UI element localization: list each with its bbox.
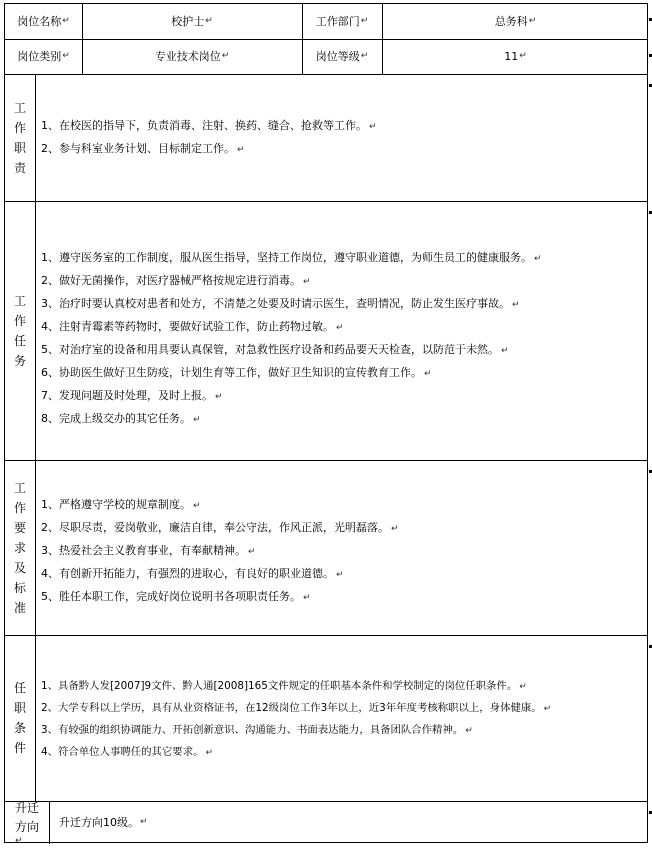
promotion-label: 升迁 方向 ↵	[14, 801, 39, 846]
row-divider	[5, 201, 647, 202]
grade-value: 11 ↵	[504, 50, 527, 63]
list-item: 3、热爱社会主义教育事业，有奉献精神。 ↵	[41, 544, 256, 557]
position-name-value: 校护士 ↵	[171, 15, 213, 28]
duties-list	[41, 115, 377, 161]
col-divider	[35, 74, 36, 801]
department-label: 工作部门 ↵	[315, 15, 369, 28]
section-label-qualifications: 任 职 条 件	[13, 681, 26, 755]
section-label-requirements: 工 作 要 求 及 标 准	[13, 480, 26, 615]
job-description-table	[4, 3, 648, 846]
list-item: 3、治疗时要认真校对患者和处方，不清楚之处要及时请示医生，查明情况，防止发生医疗事故。 ↵	[41, 297, 520, 310]
list-item: 2、大学专科以上学历，具有从业资格证书，在12级岗位工作3年以上，近3年年度考核称职以上，身体健康。 ↵	[41, 702, 552, 714]
list-item: 5、胜任本职工作，完成好岗位说明书各项职责任务。 ↵	[41, 590, 311, 603]
list-item: 6、协助医生做好卫生防疫，计划生育等工作，做好卫生知识的宣传教育工作。 ↵	[41, 366, 432, 379]
promotion-value: 升迁方向10级。 ↵	[59, 816, 148, 829]
tasks-list	[41, 247, 542, 431]
list-item: 4、注射青霉素等药物时，要做好试验工作，防止药物过敏。 ↵	[41, 320, 344, 333]
list-item: 8、完成上级交办的其它任务。 ↵	[41, 412, 201, 425]
department-value: 总务科 ↵	[494, 15, 537, 28]
list-item: 1、严格遵守学校的规章制度。 ↵	[41, 498, 201, 511]
qualifications-list	[41, 676, 551, 764]
position-name-label: 岗位名称 ↵	[17, 15, 70, 28]
category-value: 专业技术岗位 ↵	[154, 50, 230, 63]
list-item: 4、符合单位人事聘任的其它要求。 ↵	[41, 746, 214, 758]
col-divider	[49, 801, 50, 844]
row-divider	[5, 74, 647, 75]
list-item: 2、参与科室业务计划、目标制定工作。 ↵	[41, 142, 245, 155]
list-item: 5、对治疗室的设备和用具要认真保管，对急救性医疗设备和药品要天天检查，以防范于未然。 ↵	[41, 343, 509, 356]
list-item: 1、具备黔人发[2007]9文件、黔人通[2008]165文件规定的任职基本条件和学校制定的岗位任职条件。 ↵	[41, 680, 527, 692]
requirements-list	[41, 494, 399, 609]
category-label: 岗位类别 ↵	[17, 50, 70, 63]
section-label-duties: 工 作 职 责	[13, 100, 26, 175]
list-item: 2、尽职尽责，爱岗敬业，廉洁自律，奉公守法，作风正派，光明磊落。 ↵	[41, 521, 399, 534]
list-item: 1、在校医的指导下，负责消毒、注射、换药、缝合、抢救等工作。 ↵	[41, 119, 377, 132]
list-item: 3、有较强的组织协调能力、开拓创新意识、沟通能力、书面表达能力，具备团队合作精神。 ↵	[41, 724, 473, 736]
list-item: 2、做好无菌操作，对医疗器械严格按规定进行消毒。 ↵	[41, 274, 311, 287]
row-divider	[5, 460, 647, 461]
list-item: 4、有创新开拓能力，有强烈的进取心，有良好的职业道德。 ↵	[41, 567, 344, 580]
list-item: 7、发现问题及时处理，及时上报。 ↵	[41, 389, 223, 402]
grade-label: 岗位等级 ↵	[315, 50, 369, 63]
list-item: 1、遵守医务室的工作制度，服从医生指导，坚持工作岗位，遵守职业道德，为师生员工的健康服务。 ↵	[41, 251, 542, 264]
section-label-tasks: 工 作 任 务	[13, 293, 26, 368]
row-divider	[5, 635, 647, 636]
